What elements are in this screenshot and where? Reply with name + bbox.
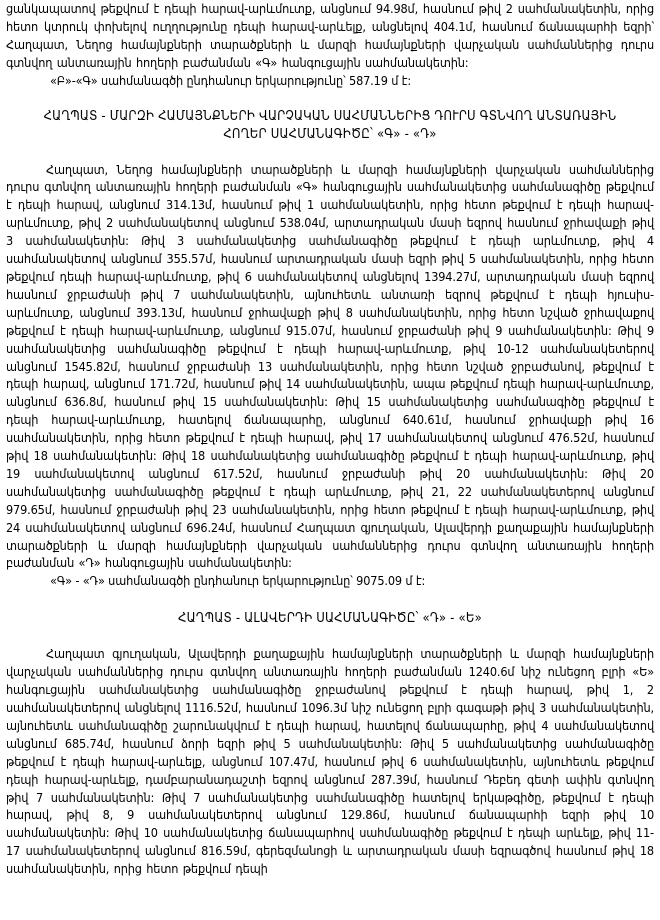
segment-total-b-g: «Բ»-«Գ» սահմանագծի ընդհանուր երկարությունը՝ 587.19 մ է: [50,72,412,88]
spacer [6,90,654,108]
section-paragraph-g-d: Հաղպատ, Նեղոց համայնքների տարածքների և մարզի համայնքների վարչական սահմաններից դուրս գտնվող անտառային հողերի բաժանման «Գ» հանգուցային սահմանակետից սահմանագիծը թեքվում է դեպի հարավ, անցնում 314.13մ, հասնում թիվ 1 սահմանակետին, որից հետո թեքվում է դեպի հարավ-արևմուտք, թիվ 2 սահմանակետով անցնում 538.04մ, արտադրական մասի եզրով հասնում ջրհավաքի թիվ 3 սահմանակետին: Թիվ 3 սահմանակետից սահմանագիծը թեքվում է դեպի արևմուտք, թիվ 4 սահմանակետով անցնում 355.57մ, հասնում արտադրական մասի եզրի թիվ 5 սահմանակետին, որից հետո թեքվում դեպի հարավ-արևմուտք, թիվ 6 սահմանակետով անցնելով 1394.27մ, արտադրական մասի եզրով հասնում ջրբաժանի թիվ 7 սահմանակետին, այնուհետև անտառի եզրով թեքվում է դեպի հյուսիս-արևմուտք, անցնում 393.13մ, հասնում ջրհավաքի թիվ 8 սահմանակետին, որից հետո նշված ջրհավաքով թեքվում է դեպի հարավ-արևմուտք, անցնում 915.07մ, հասնում ջրբաժանի թիվ 9 սահմանակետին: Թիվ 9 սահմանակետից սահմանագիծը թեքվում է դեպի հարավ-արևմուտք, թիվ 10-12 սահմանակետերով անցնում 1545.82մ, հասնում ջրբաժանի 13 սահմանակետին, որից հետո նշված ջրբաժանով, թեքվում է դեպի հարավ, անցնում 171.72մ, հասնում թիվ 14 սահմանակետին, ապա թեքվում դեպի հարավ-արևմուտք, անցնում 636.8մ, հասնում թիվ 15 սահմանակետին: Թիվ 15 սահմանակետից սահմանագիծը թեքվում է դեպի հարավ-արևմուտք, հատելով ճանապարհը, անցնում 640.61մ, հասնում ջրհավաքի թիվ 16 սահմանակետին, որից հետո թեքվում է դեպի հարավ, թիվ 17 սահմանակետով անցնում 476.52մ, հասնում թիվ 18 սահմանակետին: Թիվ 18 սահմանակետից սահմանագիծը թեքվում է դեպի հարավ-արևմուտք, թիվ 19 սահմանակետով անցնում 617.52մ, հասնում ջրբաժանի թիվ 20 սահմանակետին: Թիվ 20 սահմանակետից սահմանագիծը թեքվում է դեպի արևմուտք, թիվ 21, 22 սահմանակետերով անցնում 979.65մ, հասնում ջրբաժանի թիվ 23 սահմանակետին, որից հետո թեքվում է դեպի հարավ-արևմուտք, թիվ 24 սահմանակետով անցնում 696.24մ, հասնում Հաղպատ գյուղական, Ալավերդի քաղաքային համայնքների տարածքների և մարզի համայնքների վարչական սահմաններից դուրս գտնվող անտառային հողերի բաժանման «Դ» հանգուցային սահմանակետին: [6,161,654,571]
spacer [6,144,654,161]
document-page [6,0,654,878]
section-heading-d-e: ՀԱՂՊԱՏ - ԱԼԱՎԵՐԴԻ ՍԱՀՄԱՆԱԳԻԾԸ՝ «Դ» - «Ե» [178,611,482,627]
spacer [6,590,654,610]
section-paragraph-d-e: Հաղպատ գյուղական, Ալավերդի քաղաքային համայնքների տարածքների և մարզի համայնքների վարչական սահմաններից դուրս գտնվող անտառային հողերի բաժանման 1240.6մ նիշ ունեցող բլրի «Ե» հանգուցային սահմանակետից սահմանագիծը ջրբաժանով թեքվում է դեպի հարավ, թիվ 1, 2 սահմանակետերով անցնելով 1116.52մ, հասնում 1096.3մ նիշ ունեցող բլրի գագաթի թիվ 3 սահմանակետին, այնուհետև սահմանագիծը շարունակվում է դեպի հարավ, հատելով ճանապարհը, թիվ 4 սահմանակետով անցնում 685.74մ, հասնում ձորի եզրի թիվ 5 սահմանակետին: Թիվ 5 սահմանակետից սահմանագիծը թեքվում է դեպի հարավ-արևելք, անցնում 107.47մ, հասնում թիվ 6 սահմանակետին, այնուհետև թեքվում դեպի հարավ-արևելք, դամբարանադաշտի եզրով անցնում 287.39մ, հասնում Դեբեդ գետի ափին գտնվող թիվ 7 սահմանակետին: Թիվ 7 սահմանակետից սահմանագիծը հատելով երկաթգիծը, թեքվում է դեպի հարավ, թիվ 8, 9 սահմանակետերով անցնում 129.86մ, հասնում ճանապարհի եզրի թիվ 10 սահմանակետին: Թիվ 10 սահմանակետից ճանապարհով սահմանագիծը թեքվում է դեպի արևելք, թիվ 11-17 սահմանակետերով անցնում 816.59մ, գերեզմանոցի և արտադրական մասի եզրագծով հասնում թիվ 18 սահմանակետին, որից հետո թեքվում դեպի [6,646,654,877]
segment-total-g-d: «Գ» - «Դ» սահմանագծի ընդհանուր երկարությունը՝ 9075.09 մ է: [50,573,426,589]
section-heading-g-d-line1: ՀԱՂՊԱՏ - ՄԱՐԶԻ ՀԱՄԱՅՆՔՆԵՐԻ ՎԱՐՉԱԿԱՆ ՍԱՀՄԱՆՆԵՐԻՑ ԴՈՒՐՍ ԳՏՆՎՈՂ ԱՆՏԱՌԱՅԻՆ [43,108,617,124]
section-heading-g-d-line2: ՀՈՂԵՐ ՍԱՀՄԱՆԱԳԻԾԸ՝ «Գ» - «Դ» [223,126,437,142]
continuation-paragraph: ցանկապատով թեքվում է դեպի հարավ-արևմուտք, անցնում 94.98մ, հասնում թիվ 2 սահմանակետին, որից հետո կտրուկ փոխելով ուղղությունը դեպի հարավ-արևելք, անցնելով 404.1մ, հասնում ճանապարհի եզրի՝ Հաղպատ, Նեղոց համայնքների տարածքների և մարզի համայնքների վարչական սահմաններից դուրս գտնվող անտառային հողերի բաժանման «Գ» հանգուցային սահմանակետին: [6,1,654,70]
spacer [6,628,654,645]
